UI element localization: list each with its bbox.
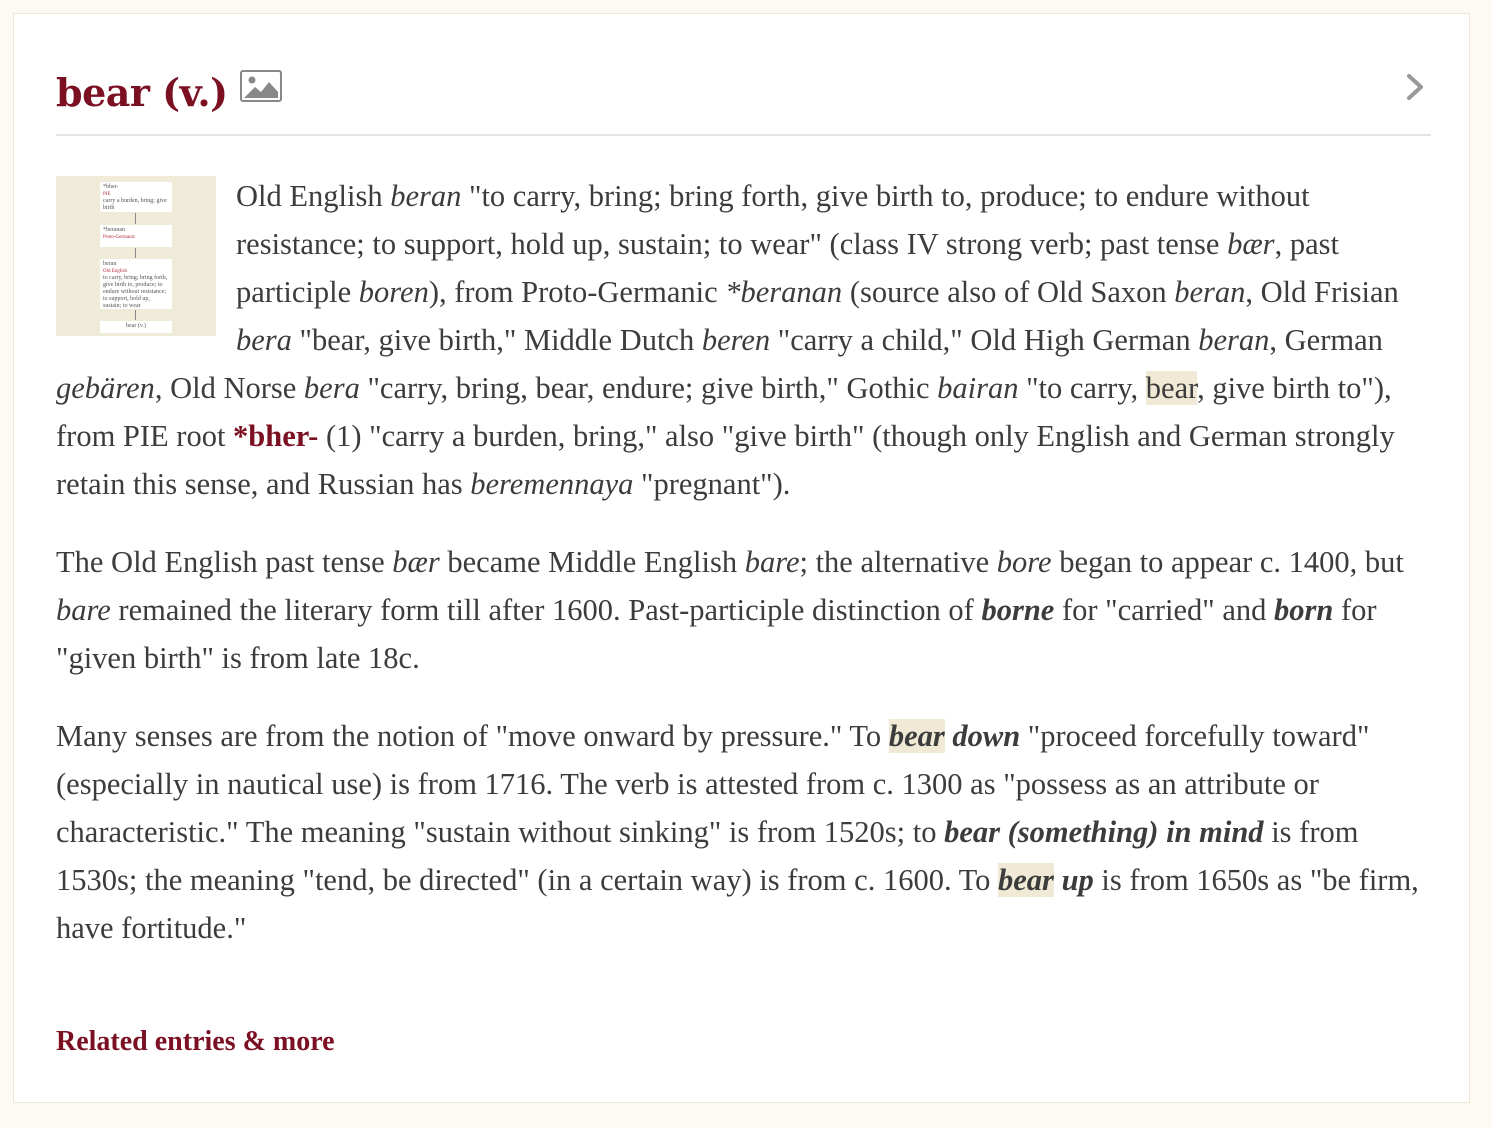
text: , Old Frisian [1245, 275, 1399, 309]
cited-word: bore [996, 545, 1052, 579]
paragraph-3 [56, 712, 1431, 952]
thumb-node-4-word: bear (v.) [126, 323, 146, 329]
entry-body [56, 172, 1431, 982]
thumb-node-2 [100, 225, 172, 247]
thumb-node-3 [100, 259, 172, 309]
cited-word: beran [1198, 323, 1270, 357]
text: , past participle [236, 227, 1339, 309]
search-highlight: bear [998, 863, 1054, 897]
text: is from 1650s as "be firm, have fortitude." [56, 863, 1419, 945]
text: The Old English past tense [56, 545, 393, 579]
text: "to carry, [1018, 371, 1146, 405]
text: began to appear c. 1400, but [1051, 545, 1404, 579]
text: , Old Norse [154, 371, 304, 405]
search-highlight: bear [1145, 371, 1198, 405]
cited-word: gebären [56, 371, 155, 405]
thumb-node-1-tag: PIE [103, 192, 111, 197]
phrase: down [952, 719, 1021, 753]
text: "carry, bring, bear, endure; give birth," Gothic [359, 371, 938, 405]
text: "to carry, bring; bring forth, give birth to, produce; to endure without resistance; to support, hold up, sustain; to wear" (class IV strong verb; past tense [236, 179, 1310, 261]
phrase: up [1061, 863, 1094, 897]
thumb-node-3-gloss: to carry, bring; bring forth, give birth to, produce; to endure without resistance; to support, hold up, sustain; to wear [103, 275, 168, 309]
thumb-arrow [135, 248, 136, 258]
entry-card [13, 13, 1470, 1103]
text: ; the alternative [799, 545, 997, 579]
paragraph-2 [56, 538, 1431, 682]
thumb-node-3-word: beran [103, 261, 117, 267]
text: , German [1269, 323, 1383, 357]
cited-word: beremennaya [470, 467, 634, 501]
text: (source also of Old Saxon [842, 275, 1175, 309]
phrase: born [1274, 593, 1334, 627]
cited-word: bare [744, 545, 800, 579]
text: became Middle English [439, 545, 745, 579]
phrase [1054, 863, 1062, 897]
cited-word: bairan [937, 371, 1019, 405]
cited-word: bera [236, 323, 292, 357]
phrase: bear (something) in mind [944, 815, 1264, 849]
image-icon[interactable] [240, 70, 282, 102]
text: is from 1530s; the meaning "tend, be directed" (in a certain way) is from c. 1600. To [56, 815, 1359, 897]
text: Many senses are from the notion of "move onward by pressure." To [56, 719, 889, 753]
thumb-node-1-word: *bher- [103, 184, 119, 190]
cited-word: bær [392, 545, 440, 579]
text: for "given birth" is from late 18c. [56, 593, 1377, 675]
paragraph-1 [56, 172, 1431, 508]
thumb-node-2-tag: Proto-Germanic [103, 235, 136, 240]
chevron-right-icon[interactable] [1401, 66, 1431, 106]
cited-word: bera [303, 371, 360, 405]
text: , give birth to"), from PIE root [56, 371, 1392, 453]
etymology-thumbnail[interactable] [56, 176, 216, 336]
text: "carry a child," Old High German [770, 323, 1199, 357]
text: remained the literary form till after 1600. Past-participle distinction of [110, 593, 982, 627]
cited-word: bare [56, 593, 111, 627]
root-link-bher[interactable]: *bher- [233, 419, 319, 453]
thumb-arrow [135, 213, 136, 224]
cited-word: beren [701, 323, 771, 357]
thumb-node-3-tag: Old English [103, 269, 128, 274]
cited-word: beran [1174, 275, 1246, 309]
thumb-arrow [135, 310, 136, 320]
thumb-node-4 [100, 321, 172, 333]
thumb-node-2-word: *beranan [103, 227, 125, 233]
search-highlight: bear [888, 719, 945, 753]
text: "bear, give birth," Middle Dutch [291, 323, 702, 357]
text: ), from Proto-Germanic [428, 275, 726, 309]
text: "proceed forcefully toward" (especially in nautical use) is from 1716. The verb is attested from c. 1300 as "possess as an attribute or characteristic." The meaning "sustain without sinking" is from 1520s; to [56, 719, 1370, 849]
text: for "carried" and [1054, 593, 1274, 627]
cited-word: beran [390, 179, 462, 213]
entry-title[interactable]: bear (v.) [56, 70, 228, 115]
text: Old English [236, 179, 391, 213]
phrase: borne [981, 593, 1055, 627]
cited-word: *beranan [725, 275, 843, 309]
thumb-node-1-gloss: carry a burden, bring; give birth [103, 198, 167, 211]
entry-header [56, 64, 1431, 136]
text: "pregnant"). [633, 467, 791, 501]
related-entries-link[interactable]: Related entries & more [56, 1026, 335, 1057]
cited-word: boren [358, 275, 429, 309]
text: (1) "carry a burden, bring," also "give birth" (though only English and German strongly retain this sense, and Russian has [56, 419, 1395, 501]
cited-word: bær [1227, 227, 1275, 261]
thumb-node-1 [100, 182, 172, 212]
